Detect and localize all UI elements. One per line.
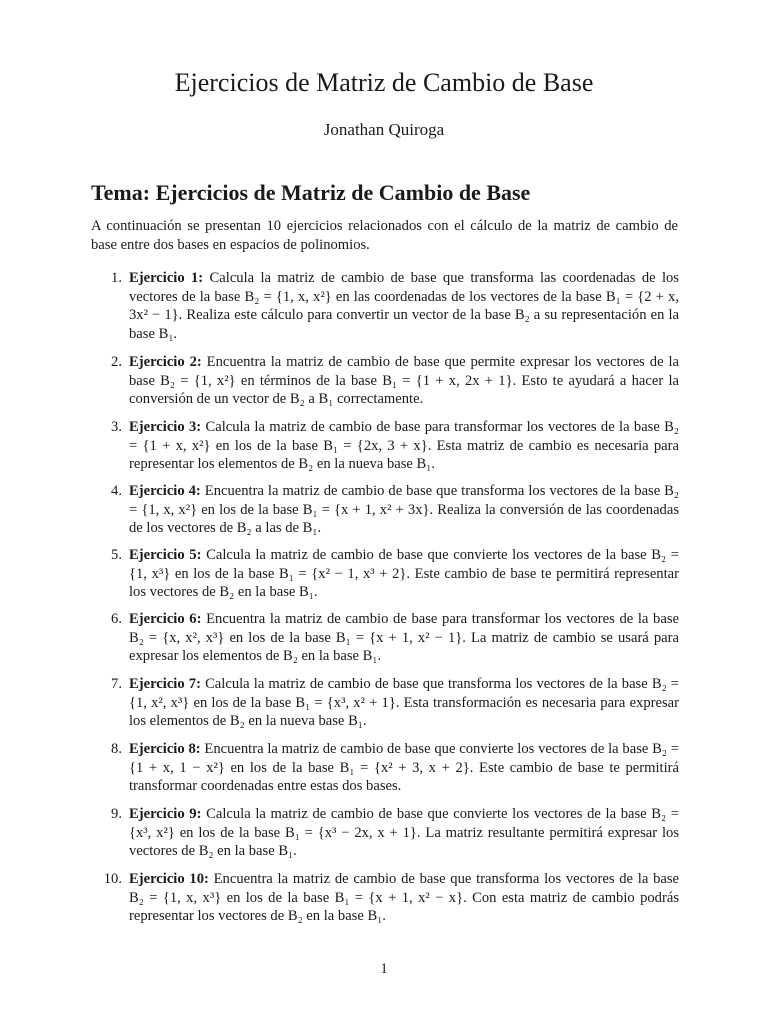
exercise-number: 5. [111, 547, 122, 563]
exercise-label: Ejercicio 1: [129, 270, 204, 286]
exercise-body [129, 546, 679, 602]
exercise-body [129, 353, 679, 409]
exercise-body [129, 482, 679, 538]
exercise-text: Encuentra la matriz de cambio de base que permite expresar los vectores de la base B₂ = {1, x²} en términos de la base B₁ = {1 + x, 2x + 1}. Esto te ayudará a hacer la conversión de un vector de B₂ a B₁ correctamente. [129, 354, 679, 408]
exercise-body [129, 610, 679, 666]
exercise-label: Ejercicio 6: [129, 611, 202, 627]
exercise-number: 2. [111, 354, 122, 370]
exercise-text: Encuentra la matriz de cambio de base para transformar los vectores de la base B₂ = {x, x², x³} en los de la base B₁ = {x + 1, x² − 1}. La matriz de cambio se usará para expresar los elementos de B₂ en la base B₁. [129, 611, 679, 665]
exercise-number: 6. [111, 611, 122, 627]
exercise-body [129, 675, 679, 731]
exercise-number: 4. [111, 483, 122, 499]
exercise-text: Calcula la matriz de cambio de base que convierte los vectores de la base B₂ = {1, x³} en los de la base B₁ = {x² − 1, x³ + 2}. Este cambio de base te permitirá representar los vectores de B₂ en la base B₁. [129, 547, 680, 601]
exercise-label: Ejercicio 8: [129, 741, 201, 757]
section-heading: Tema: Ejercicios de Matriz de Cambio de Base [91, 180, 531, 205]
exercise-text: Calcula la matriz de cambio de base que transforma las coordenadas de los vectores de la base B₂ = {1, x, x²} en las coordenadas de los vectores de la base B₁ = {2 + x, 3x² − 1}. Realiza este cálculo para convertir un vector de la base B₂ a su representación en la base B₁. [129, 270, 679, 342]
exercise-label: Ejercicio 10: [129, 871, 209, 887]
document-title: Ejercicios de Matriz de Cambio de Base [174, 68, 594, 97]
exercise-number: 1. [111, 270, 122, 286]
exercise-number: 9. [111, 806, 122, 822]
exercise-text: Encuentra la matriz de cambio de base que convierte los vectores de la base B₂ = {1 + x, 1 − x²} en los de la base B₁ = {x² + 3, x + 2}. Este cambio de base te permitirá transformar coordenadas entre estas dos bases. [129, 741, 679, 795]
exercise-body [129, 870, 679, 926]
page-number: 1 [380, 961, 388, 977]
exercise-number: 7. [111, 676, 122, 692]
exercise-text: Calcula la matriz de cambio de base para transformar los vectores de la base B₂ = {1 + x, x²} en los de la base B₁ = {2x, 3 + x}. Esta matriz de cambio es necesaria para representar los elementos de B₂ en la nueva base B₁. [129, 419, 679, 473]
exercise-number: 3. [111, 419, 122, 435]
exercise-body [129, 805, 679, 861]
exercise-label: Ejercicio 4: [129, 483, 201, 499]
exercise-label: Ejercicio 9: [129, 806, 202, 822]
exercise-body [129, 418, 679, 474]
exercise-body [129, 269, 679, 343]
exercise-text: Calcula la matriz de cambio de base que convierte los vectores de la base B₂ = {x³, x²} en los de la base B₁ = {x³ − 2x, x + 1}. La matriz resultante permitirá expresar los vectores de B₂ en la base B₁. [129, 806, 680, 860]
exercise-text: Calcula la matriz de cambio de base que transforma los vectores de la base B₂ = {1, x², x³} en los de la base B₁ = {x³, x² + 1}. Esta transformación es necesaria para expresar los elementos de B₂ en la nueva base B₁. [129, 676, 680, 730]
exercise-label: Ejercicio 3: [129, 419, 202, 435]
exercise-number: 10. [103, 871, 122, 887]
exercise-number: 8. [111, 741, 122, 757]
exercise-label: Ejercicio 5: [129, 547, 202, 563]
document-author: Jonathan Quiroga [323, 120, 445, 139]
exercise-body [129, 740, 679, 796]
intro-paragraph: A continuación se presentan 10 ejercicios relacionados con el cálculo de la matriz de cambio de base entre dos bases en espacios de polinomios. [91, 218, 678, 253]
exercise-text: Encuentra la matriz de cambio de base que transforma los vectores de la base B₂ = {1, x, x²} en los de la base B₁ = {x + 1, x² + 3x}. Realiza la conversión de las coordenadas de los vectores de B₂ a las de B₁. [129, 483, 680, 537]
exercise-label: Ejercicio 7: [129, 676, 201, 692]
exercise-label: Ejercicio 2: [129, 354, 202, 370]
exercise-text: Encuentra la matriz de cambio de base que transforma los vectores de la base B₂ = {1, x, x³} en los de la base B₁ = {x + 1, x² − x}. Con esta matriz de cambio podrás representar los vectores de B₂ en la base B₁. [129, 871, 680, 925]
